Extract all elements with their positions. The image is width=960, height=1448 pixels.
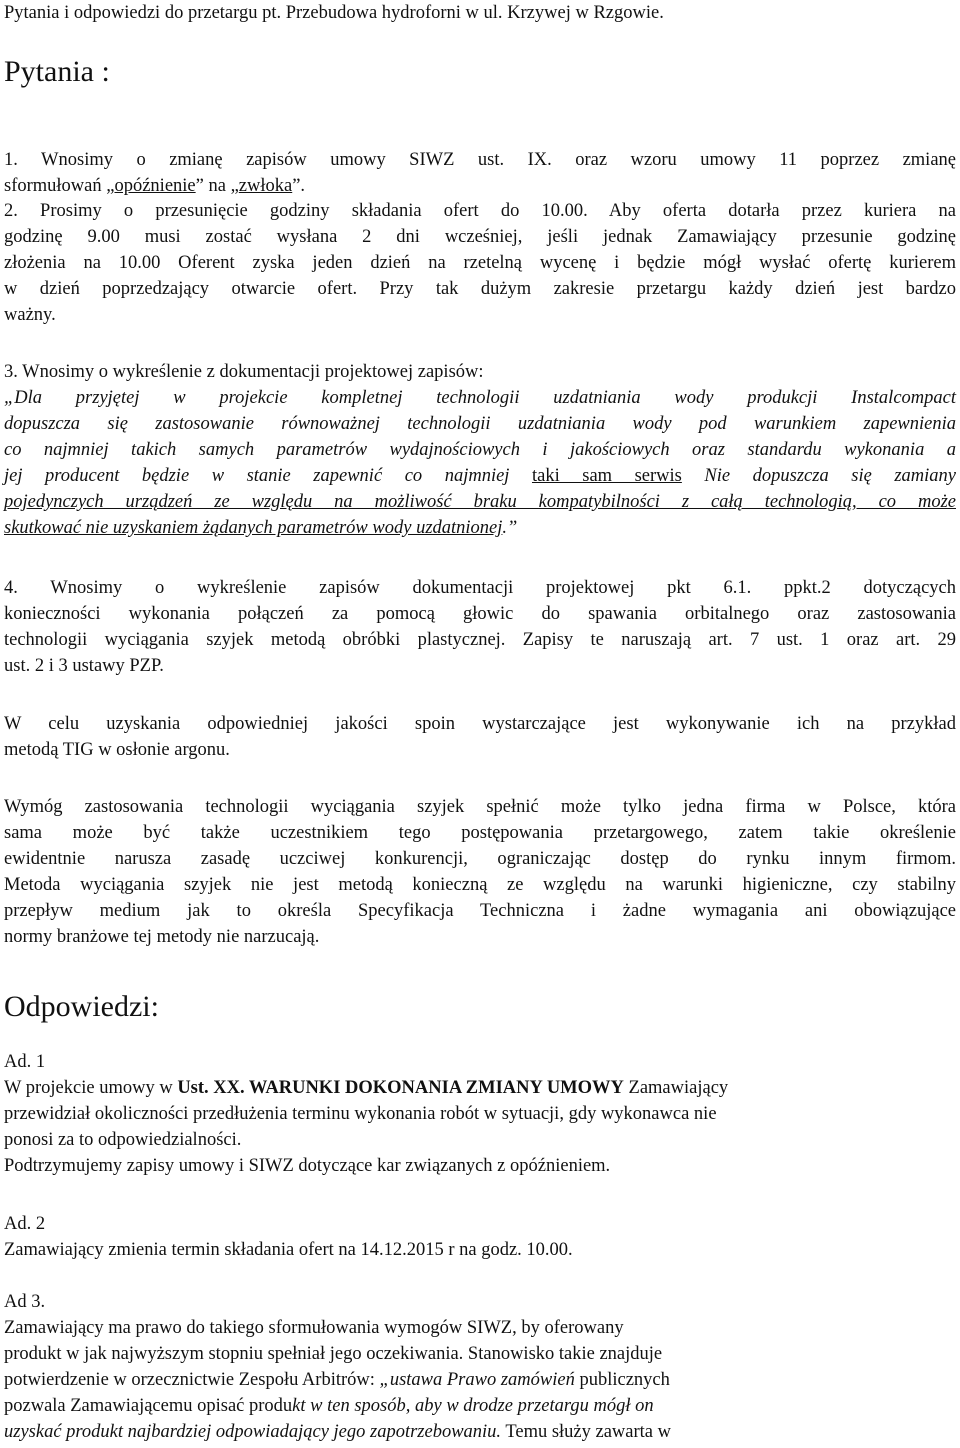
- answer-1-line: Podtrzymujemy zapisy umowy i SIWZ dotyczące kar związanych z opóźnieniem.: [4, 1156, 611, 1176]
- answer-label: Ad. 2: [4, 1214, 46, 1234]
- answer-1-line: ponosi za to odpowiedzialności.: [4, 1130, 242, 1150]
- underlined-phrase: skutkować nie uzyskaniem żądanych parametrów wody uzdatnionej: [4, 518, 503, 538]
- question-4-line: sama może być także uczestnikiem tego postępowania przetargowego, zatem takie określenie: [4, 823, 956, 843]
- question-1-line: 1. Wnosimy o zmianę zapisów umowy SIWZ ust. IX. oraz wzoru umowy 11 poprzez zmianę: [4, 150, 956, 170]
- text-run: potwierdzenie w orzecznictwie Zespołu Arbitrów:: [4, 1370, 380, 1390]
- text-run: jej producent będzie w stanie zapewnić co najmniej: [4, 466, 532, 486]
- question-4-line: ust. 2 i 3 ustawy PZP.: [4, 656, 164, 676]
- italic-quote: „ustawa Prawo zamówień: [379, 1370, 575, 1390]
- answer-1-line: przewidział okoliczności przedłużenia terminu wykonania robót w sytuacji, gdy wykonawca nie: [4, 1104, 717, 1124]
- underlined-phrase: taki sam serwis: [531, 466, 682, 486]
- quoted-text-line: dopuszcza się zastosowanie równoważnej technologii uzdatniania wody pod warunkiem zapewnienia: [4, 414, 956, 434]
- question-2-line: godzinę 9.00 musi zostać wysłana 2 dni wcześniej, jeśli jednak Zamawiający przesunie godzinę: [4, 227, 956, 247]
- text-run: Temu służy zawarta w: [501, 1422, 672, 1442]
- answer-label: Ad. 1: [4, 1052, 46, 1072]
- text-run: ” na „: [195, 176, 239, 196]
- text-run: Nie dopuszcza się zamiany: [681, 466, 956, 486]
- question-4-line: metodą TIG w osłonie argonu.: [4, 740, 230, 760]
- quoted-text-line: pojedynczych urządzeń ze względu na możliwość braku kompatybilności z całą technologią, co może: [4, 492, 956, 512]
- underlined-term: zwłoka: [238, 176, 293, 196]
- question-4-line: Wymóg zastosowania technologii wyciągania szyjek spełnić może tylko jedna firma w Polsce, która: [4, 797, 956, 817]
- italic-quote: kt w ten sposób, aby w drodze przetargu mógł on: [292, 1396, 654, 1416]
- question-1-line: [4, 173, 956, 199]
- text-run: .”: [502, 518, 518, 538]
- answers-heading: Odpowiedzi:: [4, 990, 159, 1023]
- italic-quote: uzyskać produkt najbardziej odpowiadający jego zapotrzebowaniu.: [4, 1422, 502, 1442]
- question-2-line: złożenia na 10.00 Oferent zyska jeden dzień na rzetelną wycenę i będzie mógł wysłać ofertę kurierem: [4, 253, 956, 273]
- bold-phrase: Ust. XX. WARUNKI DOKONANIA ZMIANY UMOWY: [177, 1078, 624, 1098]
- text-run: publicznych: [574, 1370, 670, 1390]
- text-run: W projekcie umowy w: [4, 1078, 178, 1098]
- question-4-line: technologii wyciągania szyjek metodą obróbki plastycznej. Zapisy te naruszają art. 7 ust. 1 oraz art. 29: [4, 630, 956, 650]
- question-4-line: normy branżowe tej metody nie narzucają.: [4, 927, 320, 947]
- text-run: sformułowań „: [4, 176, 115, 196]
- question-4-line: przepływ medium jak to określa Specyfikacja Techniczna i żadne wymagania ani obowiązujące: [4, 901, 956, 921]
- question-4-line: ewidentnie narusza zasadę uczciwej konkurencji, ograniczając dostęp do rynku innym firmom.: [4, 849, 956, 869]
- questions-heading: Pytania :: [4, 55, 110, 88]
- question-3-line: 3. Wnosimy o wykreślenie z dokumentacji projektowej zapisów:: [4, 362, 484, 382]
- question-4-line: Metoda wyciągania szyjek nie jest metodą konieczną ze względu na warunki higieniczne, czy stabilny: [4, 875, 956, 895]
- quoted-text-line: [4, 515, 956, 541]
- answer-3-line: [4, 1393, 956, 1419]
- question-4-line: 4. Wnosimy o wykreślenie zapisów dokumentacji projektowej pkt 6.1. ppkt.2 dotyczących: [4, 578, 956, 598]
- answer-2-line: Zamawiający zmienia termin składania ofert na 14.12.2015 r na godz. 10.00.: [4, 1240, 573, 1260]
- question-2-line: 2. Prosimy o przesunięcie godziny składania ofert do 10.00. Aby oferta dotarła przez kuriera na: [4, 201, 956, 221]
- answer-3-line: Zamawiający ma prawo do takiego sformułowania wymogów SIWZ, by oferowany: [4, 1318, 624, 1338]
- text-run: Zamawiający: [623, 1078, 729, 1098]
- question-4-line: konieczności wykonania połączeń za pomocą głowic do spawania orbitalnego oraz zastosowania: [4, 604, 956, 624]
- text-run: pozwala Zamawiającemu opisać produ: [4, 1396, 293, 1416]
- text-run: ”.: [292, 176, 306, 196]
- question-2-line: w dzień poprzedzający otwarcie ofert. Przy tak dużym zakresie przetargu każdy dzień jest bardzo: [4, 279, 956, 299]
- answer-label: Ad 3.: [4, 1292, 46, 1312]
- answer-1-line: [4, 1075, 956, 1101]
- underlined-term: opóźnienie: [114, 176, 196, 196]
- quoted-text-line: „Dla przyjętej w projekcie kompletnej technologii uzdatniania wody produkcji Instalcompact: [4, 388, 956, 408]
- question-2-line: ważny.: [4, 305, 56, 325]
- answer-3-line: [4, 1419, 956, 1445]
- question-4-line: W celu uzyskania odpowiedniej jakości spoin wystarczające jest wykonywanie ich na przykład: [4, 714, 956, 734]
- answer-3-line: produkt w jak najwyższym stopniu spełniał jego oczekiwania. Stanowisko takie znajduje: [4, 1344, 663, 1364]
- document-title: Pytania i odpowiedzi do przetargu pt. Przebudowa hydroforni w ul. Krzywej w Rzgowie.: [4, 3, 664, 23]
- quoted-text-line: [4, 463, 956, 489]
- quoted-text-line: co najmniej takich samych parametrów wydajnościowych i jakościowych oraz standardu wykonania a: [4, 440, 956, 460]
- answer-3-line: [4, 1367, 956, 1393]
